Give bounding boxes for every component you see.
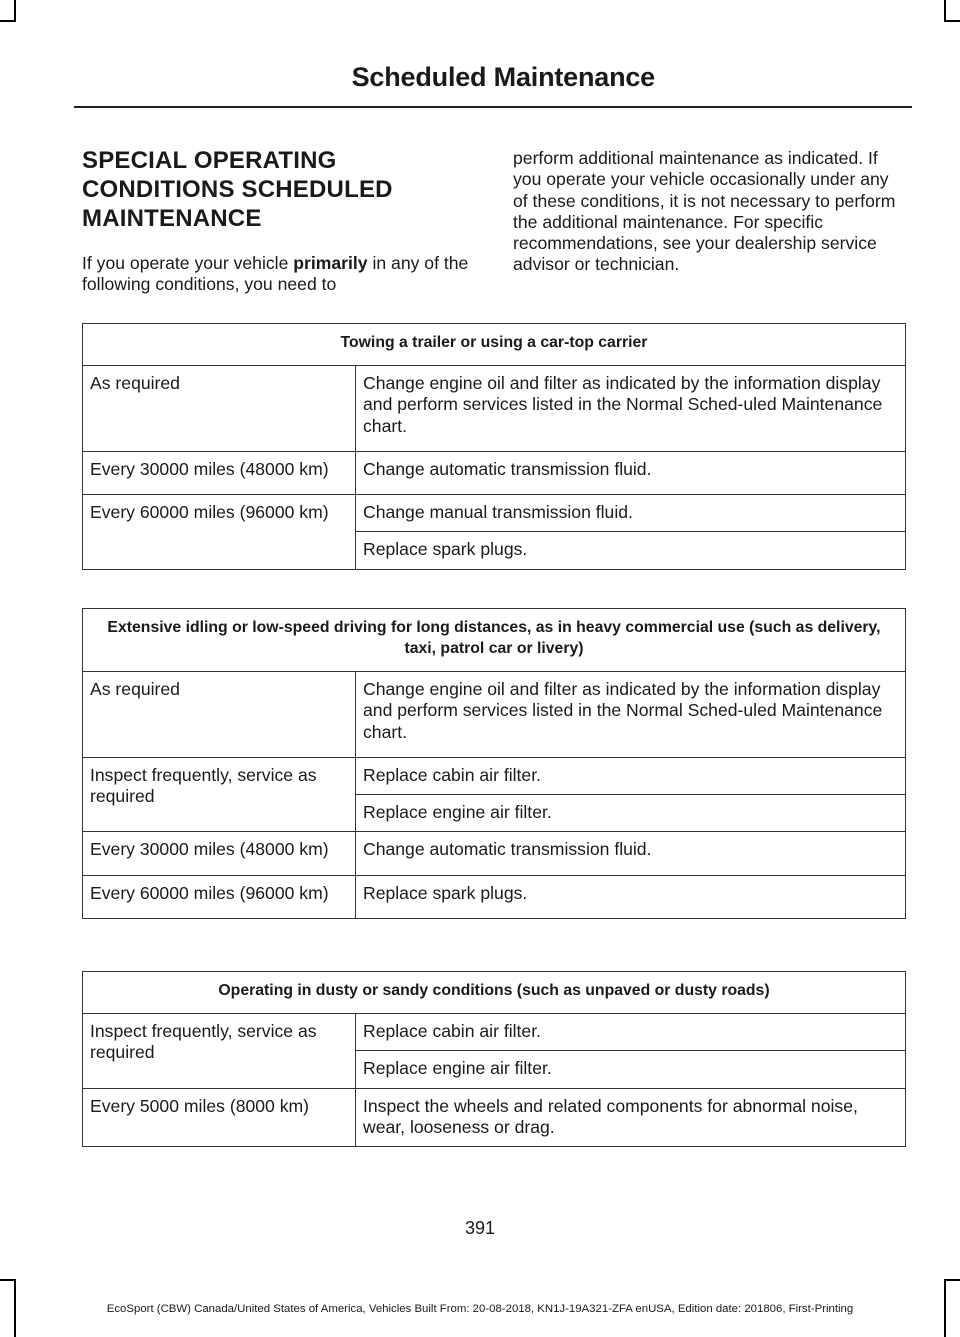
interval-cell: Inspect frequently, service as required [83,757,356,832]
task-cell: Replace cabin air filter. [356,757,906,794]
crop-mark [944,0,946,22]
interval-cell: Every 30000 miles (48000 km) [83,832,356,875]
intro-text: in any of the following conditions, you need to [82,253,469,295]
task-cell: Change manual transmission fluid. [356,495,906,532]
intro-continued-paragraph: perform additional maintenance as indicated. If you operate your vehicle occasionally under any of these conditions, it is not necessary to perform the additional maintenance. For specific recommendations, see your dealership service advisor or technician. [513,148,896,275]
page-number: 391 [464,1218,496,1238]
crop-mark [0,1279,16,1281]
crop-mark [0,20,16,22]
interval-cell: Every 30000 miles (48000 km) [83,451,356,494]
task-cell: Replace spark plugs. [356,532,906,569]
task-cell: Replace spark plugs. [356,875,906,918]
intro-emphasis: primarily [293,253,368,273]
crop-mark [944,1279,960,1281]
task-cell: Inspect the wheels and related components for abnormal noise, wear, looseness or drag. [356,1088,906,1147]
intro-text: If you operate your vehicle [82,253,294,273]
table-title: Operating in dusty or sandy conditions (such as unpaved or dusty roads) [83,972,906,1014]
table-title: Towing a trailer or using a car-top carrier [83,324,906,366]
interval-cell: Inspect frequently, service as required [83,1014,356,1089]
task-cell: Replace cabin air filter. [356,1014,906,1051]
task-cell: Replace engine air filter. [356,795,906,832]
interval-cell: Every 60000 miles (96000 km) [83,495,356,570]
towing-maintenance-table [82,323,906,570]
heading-line: CONDITIONS SCHEDULED [82,176,393,203]
table-title: Extensive idling or low-speed driving for long distances, as in heavy commercial use (such as delivery, taxi, patrol car or livery) [83,609,906,672]
crop-mark [14,0,16,22]
heading-line: SPECIAL OPERATING [82,147,337,174]
section-heading [82,146,482,233]
heading-line: MAINTENANCE [82,205,262,232]
task-cell: Change automatic transmission fluid. [356,832,906,875]
page-header-title: Scheduled Maintenance [351,62,655,92]
idling-maintenance-table [82,608,906,919]
crop-mark [944,20,960,22]
interval-cell: Every 60000 miles (96000 km) [83,875,356,918]
interval-cell: As required [83,366,356,452]
footer-text: EcoSport (CBW) Canada/United States of America, Vehicles Built From: 20-08-2018, KN1J-19A321-ZFA enUSA, Edition date: 201806, First-Printing [106,1303,854,1315]
header-rule [74,106,912,108]
interval-cell: Every 5000 miles (8000 km) [83,1088,356,1147]
intro-right-column [513,148,908,276]
task-cell: Change engine oil and filter as indicated by the information display and perform services listed in the Normal Sched-uled Maintenance chart. [356,366,906,452]
intro-left-column [82,146,482,296]
task-cell: Change engine oil and filter as indicated by the information display and perform services listed in the Normal Sched-uled Maintenance chart. [356,672,906,758]
dusty-conditions-table [82,971,906,1147]
interval-cell: As required [83,672,356,758]
task-cell: Replace engine air filter. [356,1051,906,1088]
intro-paragraph [82,253,482,296]
task-cell: Change automatic transmission fluid. [356,451,906,494]
